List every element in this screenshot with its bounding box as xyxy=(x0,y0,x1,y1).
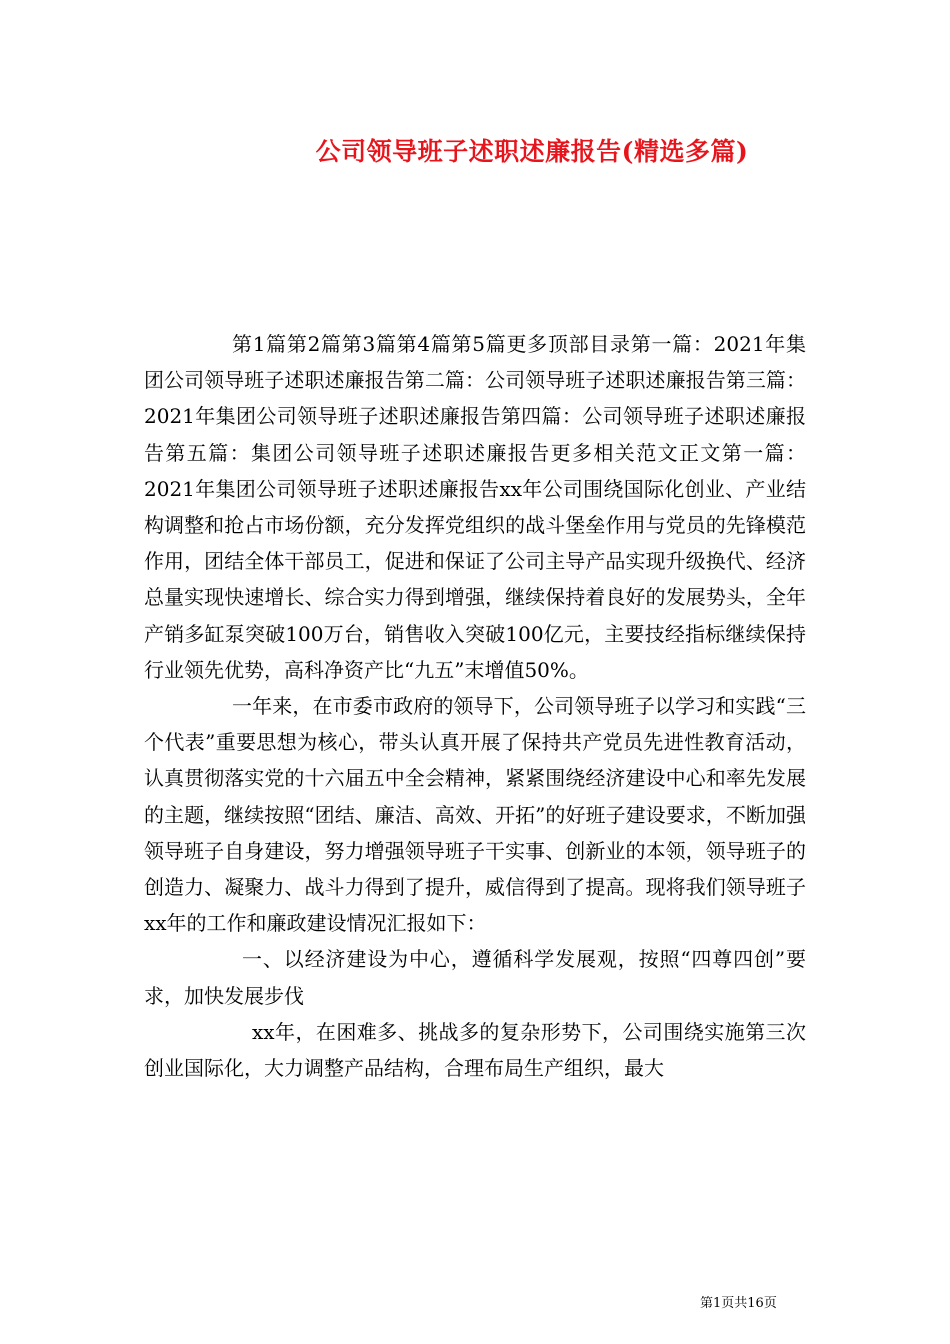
page-number-footer: 第1页共16页 xyxy=(700,1296,777,1311)
document-title: 公司领导班子述职述廉报告(精选多篇) xyxy=(315,137,749,166)
paragraph-section-heading-1: 一、以经济建设为中心，遵循科学发展观，按照“四尊四创”要求，加快发展步伐 xyxy=(144,947,806,1008)
paragraph-overview: 一年来，在市委市政府的领导下，公司领导班子以学习和实践“三个代表”重要思想为核心，带头认真开展了保持共产党员先进性教育活动，认真贯彻落实党的十六届五中全会精神，紧紧围绕经济建设中心和率先发展的主题，继续按照“团结、廉洁、高效、开拓”的好班子建设要求，不断加强领导班子自身建设，努力增强领导班子干实事、创新业的本领，领导班子的创造力、凝聚力、战斗力得到了提升，威信得到了提高。现将我们领导班子xx年的工作和廉政建设情况汇报如下： xyxy=(144,694,806,936)
paragraph-section-body-1: xx年，在困难多、挑战多的复杂形势下，公司围绕实施第三次创业国际化，大力调整产品结构，合理布局生产组织，最大 xyxy=(144,1019,806,1081)
document-body xyxy=(144,326,806,1086)
paragraph-toc-and-intro: 第1篇第2篇第3篇第4篇第5篇更多顶部目录第一篇：2021年集团公司领导班子述职述廉报告第二篇：公司领导班子述职述廉报告第三篇：2021年集团公司领导班子述职述廉报告第四篇：公司领导班子述职述廉报告第五篇：集团公司领导班子述职述廉报告更多相关范文正文第一篇：2021年集团公司领导班子述职述廉报告xx年公司围绕国际化创业、产业结构调整和抢占市场份额，充分发挥党组织的战斗堡垒作用与党员的先锋模范作用，团结全体干部员工，促进和保证了公司主导产品实现升级换代、经济总量实现快速增长、综合实力得到增强，继续保持着良好的发展势头，全年产销多缸泵突破100万台，销售收入突破100亿元，主要技经指标继续保持行业领先优势，高科净资产比“九五”末增值50%。 xyxy=(144,332,806,682)
